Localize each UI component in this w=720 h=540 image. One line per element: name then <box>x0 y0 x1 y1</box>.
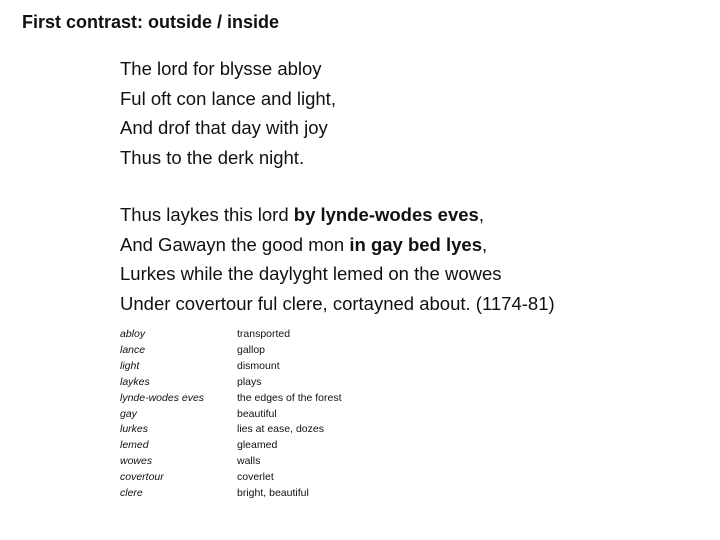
glossary-definition: plays <box>237 375 262 388</box>
glossary-definition: lies at ease, dozes <box>237 423 324 436</box>
glossary-definition: dismount <box>237 359 280 372</box>
stanza-one-line: Thus to the derk night. <box>120 146 305 168</box>
glossary-term: wowes <box>120 455 153 468</box>
glossary-definition: gallop <box>237 343 266 356</box>
slide-heading: First contrast: outside / inside <box>22 12 280 32</box>
glossary-definition: transported <box>237 328 291 340</box>
stanza-two-line <box>120 230 555 260</box>
glossary-definition: gleamed <box>237 439 278 452</box>
glossary-term: lance <box>120 343 146 356</box>
stanza-one-line: And drof that day with joy <box>120 117 328 138</box>
glossary-definition: walls <box>237 455 261 468</box>
stanza-one-line: The lord for blysse abloy <box>120 58 322 79</box>
stanza-one <box>120 54 336 172</box>
glossary-term: lynde-wodes eves <box>120 391 205 404</box>
glossary-definition: bright, beautiful <box>237 487 309 500</box>
stanza-two-line: Lurkes while the daylyght lemed on the wowes <box>120 263 502 284</box>
line-punctuation: , <box>478 204 484 225</box>
line-text: And Gawayn the good mon <box>120 233 350 255</box>
emphasized-phrase: in gay bed lyes <box>349 233 482 255</box>
glossary-term: light <box>120 359 140 372</box>
stanza-two-line: Under covertour ful clere, cortayned about. (1174-81) <box>120 292 555 314</box>
glossary-term: gay <box>120 407 137 420</box>
glossary-term: lurkes <box>120 423 149 436</box>
glossary-term: laykes <box>120 375 150 388</box>
glossary-term: covertour <box>120 471 164 484</box>
stanza-two <box>120 200 555 318</box>
emphasized-phrase: by lynde-wodes eves <box>293 204 479 225</box>
stanza-two-line <box>120 200 555 230</box>
glossary-definition: beautiful <box>237 407 277 420</box>
glossary-term: abloy <box>120 328 146 340</box>
glossary-definition: the edges of the forest <box>237 391 342 404</box>
line-text: Thus laykes this lord <box>120 204 294 225</box>
line-punctuation: , <box>482 233 488 255</box>
glossary-terms-column <box>120 327 204 502</box>
glossary-term: clere <box>120 487 143 500</box>
glossary-term: lemed <box>120 439 149 452</box>
glossary-definitions-column <box>237 327 342 502</box>
glossary-definition: coverlet <box>237 471 274 484</box>
stanza-one-line: Ful oft con lance and light, <box>120 87 336 109</box>
